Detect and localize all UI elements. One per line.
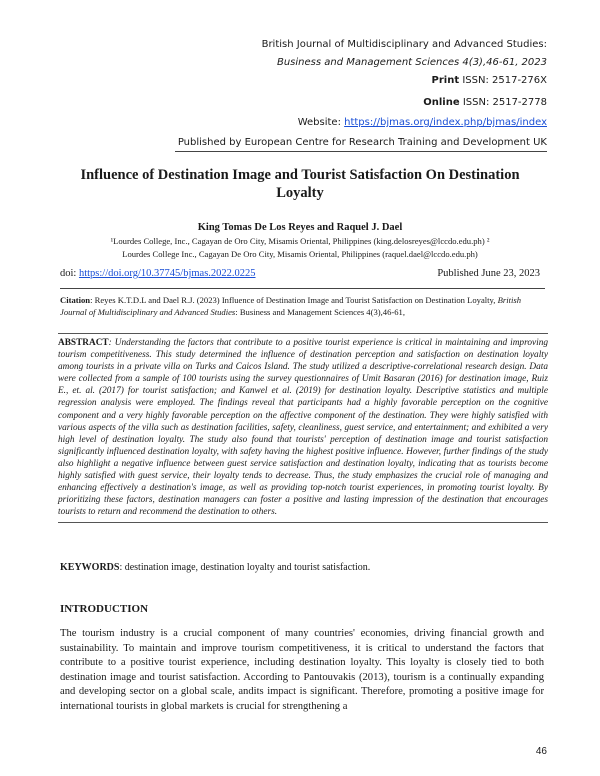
citation-text: : Reyes K.T.D.L and Dael R.J. (2023) Influence of Destination Image and Tourist Satisfaction on Destination Loyalty,	[90, 295, 496, 305]
abstract	[58, 337, 548, 518]
citation-tail: : Business and Management Sciences 4(3),46-61,	[235, 307, 405, 317]
online-issn-line	[423, 96, 547, 109]
journal-name: British Journal of Multidisciplinary and Advanced Studies:	[261, 39, 547, 50]
website-line	[298, 116, 547, 129]
affiliation-1: ¹Lourdes College, Inc., Cagayan de Oro City, Misamis Oriental, Philippines (king.delosreyes@lccdo.edu.ph) ²	[110, 236, 490, 246]
keywords-label: KEYWORDS	[60, 562, 120, 573]
published-date: Published June 23, 2023	[437, 268, 540, 279]
website-link[interactable]: https://bjmas.org/index.php/bjmas/index	[344, 117, 547, 128]
abstract-label: ABSTRACT	[58, 338, 109, 348]
keywords-text: : destination image, destination loyalty and tourist satisfaction.	[119, 562, 371, 573]
article-authors: King Tomas De Los Reyes and Raquel J. Dael	[197, 222, 403, 233]
introduction-text: The tourism industry is a crucial component of many countries' economies, driving financial growth and sustainability. To maintain and improve tourism competitiveness, it is critical to understand the factors that contribute to a positive tourist experience, including destination loyalty. This loyalty is closely tied to both destination image and tourist satisfaction. According to Pantouvakis (2013), tourism is a continually expanding and developing sector on a global scale, andits impact is significant. Therefore, promoting a positive image for international tourists in global markets is crucial for strengthening a	[60, 628, 544, 712]
online-issn: ISSN: 2517-2778	[462, 97, 547, 108]
citation-divider	[60, 288, 545, 289]
citation	[60, 294, 546, 318]
website-label: Website:	[297, 117, 341, 128]
publisher-line: Published by European Centre for Research Training and Development UK	[177, 137, 547, 148]
header-divider	[175, 151, 547, 152]
citation-label: Citation	[60, 295, 91, 305]
doi-link[interactable]: https://doi.org/10.37745/bjmas.2022.0225	[78, 268, 256, 279]
introduction-heading: INTRODUCTION	[60, 603, 149, 615]
print-issn-line	[432, 74, 547, 87]
doi-line	[60, 268, 256, 279]
citation-journal: British Journal of Multidisciplinary and Advanced Studies	[60, 295, 521, 317]
affiliation-2: Lourdes College Inc., Cagayan De Oro City, Misamis Oriental, Philippines (raquel.dael@lccdo.edu.ph)	[122, 249, 478, 259]
print-label: Print	[431, 75, 460, 86]
page-number: 46	[535, 746, 547, 757]
doi-label: doi:	[60, 268, 77, 279]
online-label: Online	[423, 97, 460, 108]
article-title: Influence of Destination Image and Tourist Satisfaction On Destination Loyalty	[80, 167, 520, 201]
abstract-box	[58, 333, 548, 523]
print-issn: ISSN: 2517-276X	[462, 75, 547, 86]
abstract-text: : Understanding the factors that contribute to a positive tourist experience is critical in maintaining and improving tourism competitiveness. This study determined the influence of destination perception and satisfaction on destination loyalty among tourists in a private villa on Turks and Caicos Island. The study utilized a descriptive-correlational research design. Data were collected from a sample of 100 tourists using the survey questionnaires of Umit Basaran (2016) for destination image, Ruiz E., et. al. (2017) for tourist satisfaction; and Kanwel et al. (2019) for destination loyalty. Descriptive statistics and multiple regression analysis were employed. The findings reveal that participants had a highly favorable perception on the cognitive component and a very highly favorable perception on the affective component of the destination. They were highly satisfied with various aspects of the villa such as destination facilities, safety, cleanliness, guest service, and entertainment; and exhibited a very high level of destination loyalty. The study also found that tourists' perception of destination image and tourist satisfaction significantly influenced destination loyalty, with safety having the highest positive influence. However, further findings of the study also highlight a negative influence between guest service satisfaction and destination loyalty, indicating that as tourists become highly satisfied with guest service, their loyalty tends to decrease. Thus, the study emphasizes the crucial role of managing and enhancing effectively a destination's image, as well as providing top-notch tourist experiences, in promoting tourist loyalty. By prioritizing these factors, destination managers can foster a positive and lasting impression of the destination that encourages tourists to return and recommend the destination to others.	[58, 338, 548, 518]
keywords	[60, 562, 370, 573]
journal-section: Business and Management Sciences 4(3),46-61, 2023	[276, 57, 547, 68]
